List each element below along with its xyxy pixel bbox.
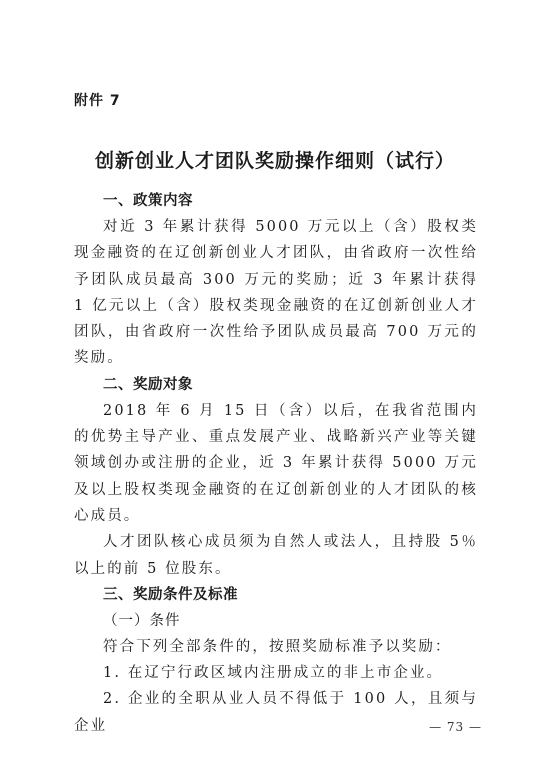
page-number: — 73 — bbox=[429, 720, 482, 734]
attachment-label: 附件 7 bbox=[74, 93, 121, 109]
paragraph: 符合下列全部条件的，按照奖励标准予以奖励： bbox=[103, 638, 452, 655]
section-heading-conditions: 三、奖励条件及标准 bbox=[103, 586, 238, 603]
paragraph: 对近 3 年累计获得 5000 万元以上（含）股权类现金融资的在辽创新创业人才团队，由省政府一次性给予团队成员最高 300 万元的奖励；近 3 年累计获得 1 亿元以上（含）股权类现金融资的在辽创新创业人才团队，由省政府一次性给予团队成员最高 700 万元的奖励。 bbox=[74, 219, 478, 367]
section-heading-policy: 一、政策内容 bbox=[103, 193, 193, 209]
sub-heading-conditions: （一）条件 bbox=[103, 612, 181, 629]
list-item: 2. 企业的全职从业人员不得低于 100 人，且须与企业 bbox=[74, 691, 478, 734]
paragraph: 人才团队核心成员须为自然人或法人，且持股 5％以上的前 5 位股东。 bbox=[74, 534, 478, 577]
document-body bbox=[74, 188, 478, 739]
section-heading-recipients: 二、奖励对象 bbox=[103, 376, 193, 393]
document-title: 创新创业人才团队奖励操作细则（试行） bbox=[94, 150, 455, 172]
paragraph: 2018 年 6 月 15 日（含）以后，在我省范围内的优势主导产业、重点发展产业、战略新兴产业等关键领域创办或注册的企业，近 3 年累计获得 5000 万元及以上股权类现金融资的在辽创新创业的人才团队的核心成员。 bbox=[74, 402, 478, 524]
list-item: 1. 在辽宁行政区域内注册成立的非上市企业。 bbox=[103, 665, 444, 682]
